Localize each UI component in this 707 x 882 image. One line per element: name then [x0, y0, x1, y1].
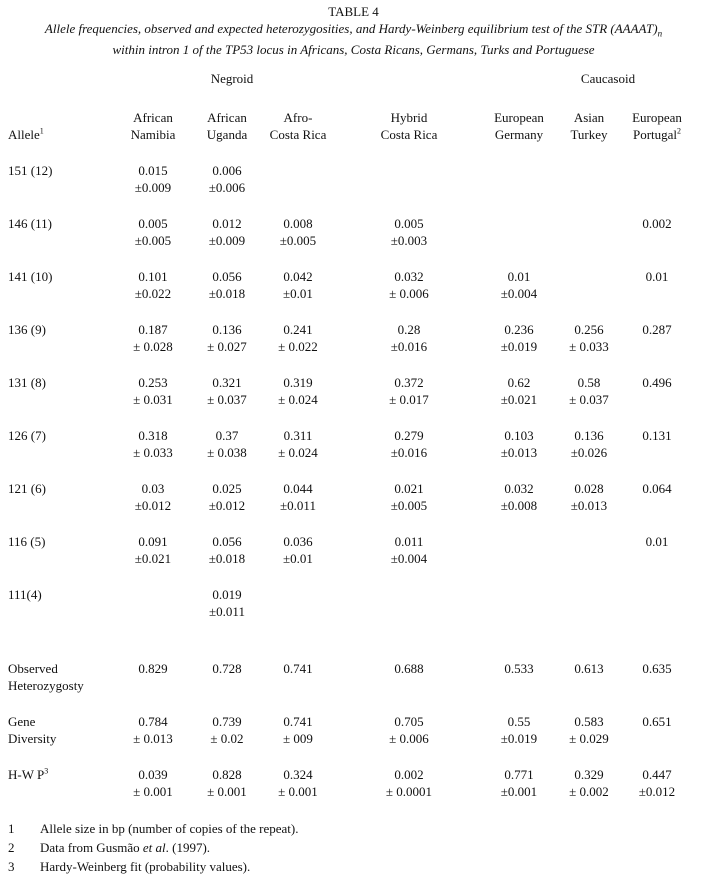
table-cell [112, 215, 194, 249]
row-label [8, 321, 46, 338]
row-label-line1: 111(4) [8, 587, 42, 602]
cell-error: ±0.009 [208, 233, 246, 248]
cell-error: ±0.003 [390, 233, 428, 248]
column-header-line1: African [207, 110, 247, 125]
row-label [8, 586, 42, 603]
cell-value: 0.187 [138, 322, 168, 337]
cell-value: 0.241 [283, 322, 313, 337]
row-label-line1: 151 (12) [8, 163, 53, 178]
caption-subscript: n [657, 28, 663, 39]
cell-value: 0.287 [642, 322, 672, 337]
row-label [8, 713, 56, 747]
footnote-2 [8, 839, 210, 856]
table-cell [616, 268, 698, 285]
row-label-sup: 3 [44, 766, 49, 776]
cell-value: 0.55 [507, 714, 531, 729]
column-header [112, 109, 194, 143]
column-header-line1: Asian [573, 110, 605, 125]
table-cell [368, 480, 450, 514]
table-cell [257, 427, 339, 461]
column-header-line1: European [632, 110, 682, 125]
cell-value: 0.005 [138, 216, 168, 231]
cell-error: ±0.022 [134, 286, 172, 301]
column-header-line1: African [133, 110, 173, 125]
cell-value: 0.028 [574, 481, 604, 496]
cell-error: ±0.021 [500, 392, 538, 407]
cell-value: 0.101 [138, 269, 168, 284]
cell-error: ±0.006 [208, 180, 246, 195]
column-header-line2: Uganda [206, 127, 248, 142]
table-cell [368, 427, 450, 461]
cell-value: 0.62 [507, 375, 531, 390]
allele-header [8, 126, 44, 143]
table-cell [368, 374, 450, 408]
table-cell [186, 162, 268, 196]
table-cell [616, 533, 698, 550]
row-label [8, 427, 46, 444]
cell-error: ±0.018 [208, 286, 246, 301]
cell-value: 0.651 [642, 714, 672, 729]
row-label-line1: 141 (10) [8, 269, 53, 284]
cell-error: ±0.016 [390, 445, 428, 460]
footnote-text: Data from Gusmão [40, 840, 143, 855]
column-header-line1: Hybrid [390, 110, 428, 125]
cell-value: 0.828 [212, 767, 242, 782]
table-cell [112, 660, 194, 677]
cell-error: ±0.026 [570, 445, 608, 460]
cell-value: 0.036 [283, 534, 313, 549]
cell-error: ±0.004 [500, 286, 538, 301]
table-cell [186, 215, 268, 249]
cell-value: 0.324 [283, 767, 313, 782]
cell-error: ± 0.033 [569, 339, 609, 354]
cell-error: ±0.013 [570, 498, 608, 513]
table-cell [186, 374, 268, 408]
cell-error: ± 0.037 [207, 392, 247, 407]
table-cell [368, 713, 450, 747]
cell-value: 0.236 [504, 322, 534, 337]
cell-value: 0.015 [138, 163, 168, 178]
cell-error: ±0.005 [390, 498, 428, 513]
cell-error: ± 0.024 [278, 445, 318, 460]
table-cell [368, 268, 450, 302]
cell-value: 0.064 [642, 481, 672, 496]
cell-error: ±0.019 [500, 731, 538, 746]
table-cell [186, 586, 268, 620]
footnote-text: Hardy-Weinberg fit (probability values). [40, 859, 251, 874]
cell-value: 0.056 [212, 534, 242, 549]
cell-error: ± 0.001 [133, 784, 173, 799]
cell-error: ± 0.006 [389, 286, 429, 301]
allele-header-label: Allele [8, 127, 40, 142]
cell-error: ± 009 [283, 731, 313, 746]
cell-error: ± 0.037 [569, 392, 609, 407]
cell-value: 0.705 [394, 714, 424, 729]
cell-value: 0.319 [283, 375, 313, 390]
cell-error: ±0.008 [500, 498, 538, 513]
cell-value: 0.091 [138, 534, 168, 549]
footnote-3 [8, 858, 250, 875]
cell-value: 0.829 [138, 661, 168, 676]
cell-error: ±0.005 [134, 233, 172, 248]
table-cell [112, 374, 194, 408]
column-header-line2: Portugal [632, 127, 678, 142]
row-label-line2: Heterozygosty [8, 678, 84, 693]
cell-value: 0.728 [212, 661, 242, 676]
cell-error: ±0.01 [283, 551, 313, 566]
cell-value: 0.136 [212, 322, 242, 337]
cell-value: 0.019 [212, 587, 242, 602]
cell-error: ± 0.027 [207, 339, 247, 354]
cell-value: 0.583 [574, 714, 604, 729]
cell-error: ± 0.029 [569, 731, 609, 746]
row-label [8, 268, 52, 285]
cell-error: ± 0.001 [207, 784, 247, 799]
cell-error: ±0.018 [208, 551, 246, 566]
row-label-line1: Gene [8, 714, 36, 729]
cell-value: 0.784 [138, 714, 168, 729]
cell-error: ± 0.028 [133, 339, 173, 354]
row-label [8, 660, 84, 694]
table-cell [186, 713, 268, 747]
cell-value: 0.771 [504, 767, 534, 782]
cell-error: ±0.016 [390, 339, 428, 354]
cell-error: ±0.001 [500, 784, 538, 799]
table-cell [112, 713, 194, 747]
table-cell [616, 766, 698, 800]
cell-value: 0.011 [394, 534, 424, 549]
table-cell [616, 427, 698, 444]
table-cell [257, 321, 339, 355]
caption-line2: within intron 1 of the TP53 locus in Africans, Costa Ricans, Germans, Turks and Portuguese [112, 41, 595, 57]
row-label-line1: 146 (11) [8, 216, 52, 231]
table-cell [257, 533, 339, 567]
table-cell [257, 713, 339, 747]
row-label-line1: Observed [8, 661, 58, 676]
row-label-line1: 116 (5) [8, 534, 46, 549]
column-header [368, 109, 450, 143]
table-cell [112, 321, 194, 355]
table-cell [616, 660, 698, 677]
row-label [8, 480, 46, 497]
row-label [8, 533, 45, 550]
cell-error: ± 0.031 [133, 392, 173, 407]
table-cell [368, 766, 450, 800]
table-cell [257, 660, 339, 677]
cell-value: 0.002 [394, 767, 424, 782]
row-label [8, 766, 48, 783]
table-title: TABLE 4 [328, 4, 379, 19]
cell-value: 0.256 [574, 322, 604, 337]
table-cell [112, 427, 194, 461]
cell-value: 0.006 [212, 163, 242, 178]
cell-value: 0.012 [212, 216, 242, 231]
cell-error: ± 0.024 [278, 392, 318, 407]
cell-value: 0.253 [138, 375, 168, 390]
cell-error: ± 0.006 [389, 731, 429, 746]
table-cell [368, 660, 450, 677]
cell-value: 0.136 [574, 428, 604, 443]
footnote-text-italic: et al [142, 840, 166, 855]
table-cell [186, 660, 268, 677]
footnote-text: Allele size in bp (number of copies of the repeat). [40, 821, 299, 836]
column-header [186, 109, 268, 143]
cell-error: ±0.011 [280, 498, 316, 513]
table-cell [257, 480, 339, 514]
cell-error: ±0.012 [134, 498, 172, 513]
row-label [8, 374, 46, 391]
cell-value: 0.329 [574, 767, 604, 782]
row-label-line1: 136 (9) [8, 322, 46, 337]
table-cell [616, 713, 698, 730]
table-cell [186, 321, 268, 355]
table-cell [186, 480, 268, 514]
table-cell [186, 766, 268, 800]
group-caucasoid: Caucasoid [580, 71, 636, 86]
cell-error: ± 0.001 [278, 784, 318, 799]
cell-value: 0.131 [642, 428, 672, 443]
table-cell [478, 268, 560, 302]
cell-value: 0.496 [642, 375, 672, 390]
column-header-line2: Namibia [130, 127, 176, 142]
table-caption [10, 21, 697, 58]
cell-value: 0.741 [283, 714, 313, 729]
cell-value: 0.321 [212, 375, 242, 390]
footnote-text-end: . (1997). [165, 840, 211, 855]
row-label [8, 162, 52, 179]
cell-value: 0.01 [645, 534, 669, 549]
row-label-line2: Diversity [8, 731, 57, 746]
column-header-line2: Turkey [570, 127, 608, 142]
cell-error: ±0.012 [638, 784, 676, 799]
table-cell [257, 215, 339, 249]
table-cell [257, 268, 339, 302]
cell-value: 0.032 [394, 269, 424, 284]
cell-value: 0.318 [138, 428, 168, 443]
table-cell [112, 268, 194, 302]
table-cell [616, 215, 698, 232]
row-label-line1: 126 (7) [8, 428, 46, 443]
cell-value: 0.039 [138, 767, 168, 782]
cell-error: ±0.012 [208, 498, 246, 513]
column-header-line2: Costa Rica [380, 127, 438, 142]
cell-error: ± 0.0001 [385, 784, 433, 799]
cell-value: 0.741 [283, 661, 313, 676]
cell-value: 0.739 [212, 714, 242, 729]
column-header [257, 109, 339, 143]
table-cell [257, 374, 339, 408]
table-cell [186, 533, 268, 567]
cell-value: 0.01 [645, 269, 669, 284]
table-cell [186, 427, 268, 461]
cell-value: 0.008 [283, 216, 313, 231]
cell-value: 0.032 [504, 481, 534, 496]
column-header-line2: Costa Rica [269, 127, 327, 142]
cell-value: 0.372 [394, 375, 424, 390]
column-header-line1: European [494, 110, 544, 125]
table-cell [257, 766, 339, 800]
row-label-line1: H-W P [8, 767, 45, 782]
allele-header-sup: 1 [39, 126, 44, 136]
column-header-line1: Afro- [283, 110, 313, 125]
column-header-sup: 2 [677, 126, 682, 136]
cell-value: 0.103 [504, 428, 534, 443]
cell-value: 0.447 [642, 767, 672, 782]
cell-value: 0.533 [504, 661, 534, 676]
table-cell [616, 374, 698, 391]
cell-error: ± 0.038 [207, 445, 247, 460]
cell-value: 0.58 [577, 375, 601, 390]
row-label [8, 215, 52, 232]
cell-error: ±0.013 [500, 445, 538, 460]
footnote-number: 2 [8, 840, 15, 855]
table-cell [368, 215, 450, 249]
caption-line1: Allele frequencies, observed and expected heterozygosities, and Hardy-Weinberg equilibrium test of the STR (AAAAT) [44, 21, 658, 36]
cell-value: 0.056 [212, 269, 242, 284]
cell-error: ±0.009 [134, 180, 172, 195]
cell-error: ± 0.033 [133, 445, 173, 460]
cell-error: ± 0.002 [569, 784, 609, 799]
table-cell [368, 321, 450, 355]
group-negroid: Negroid [210, 71, 254, 86]
cell-value: 0.28 [397, 322, 421, 337]
column-header [616, 109, 698, 143]
cell-error: ± 0.013 [133, 731, 173, 746]
row-label-line1: 121 (6) [8, 481, 46, 496]
table-cell [616, 480, 698, 497]
cell-error: ± 0.022 [278, 339, 318, 354]
column-header-line2: Germany [494, 127, 544, 142]
cell-value: 0.042 [283, 269, 313, 284]
cell-value: 0.37 [215, 428, 239, 443]
cell-error: ±0.01 [283, 286, 313, 301]
cell-value: 0.688 [394, 661, 424, 676]
table-cell [112, 533, 194, 567]
cell-value: 0.021 [394, 481, 424, 496]
cell-error: ±0.019 [500, 339, 538, 354]
table-cell [112, 766, 194, 800]
cell-error: ±0.005 [279, 233, 317, 248]
cell-value: 0.01 [507, 269, 531, 284]
footnote-number: 1 [8, 821, 15, 836]
cell-value: 0.03 [141, 481, 165, 496]
cell-value: 0.311 [283, 428, 313, 443]
footnote-1 [8, 820, 298, 837]
footnote-number: 3 [8, 859, 15, 874]
cell-error: ±0.004 [390, 551, 428, 566]
cell-error: ±0.011 [209, 604, 245, 619]
cell-error: ±0.021 [134, 551, 172, 566]
cell-value: 0.635 [642, 661, 672, 676]
cell-value: 0.025 [212, 481, 242, 496]
cell-error: ± 0.017 [389, 392, 429, 407]
row-label-line1: 131 (8) [8, 375, 46, 390]
table-cell [186, 268, 268, 302]
table-cell [112, 162, 194, 196]
table-cell [368, 533, 450, 567]
cell-value: 0.044 [283, 481, 313, 496]
cell-value: 0.002 [642, 216, 672, 231]
cell-value: 0.279 [394, 428, 424, 443]
cell-error: ± 0.02 [210, 731, 244, 746]
cell-value: 0.005 [394, 216, 424, 231]
table-cell [616, 321, 698, 338]
table-cell [112, 480, 194, 514]
cell-value: 0.613 [574, 661, 604, 676]
